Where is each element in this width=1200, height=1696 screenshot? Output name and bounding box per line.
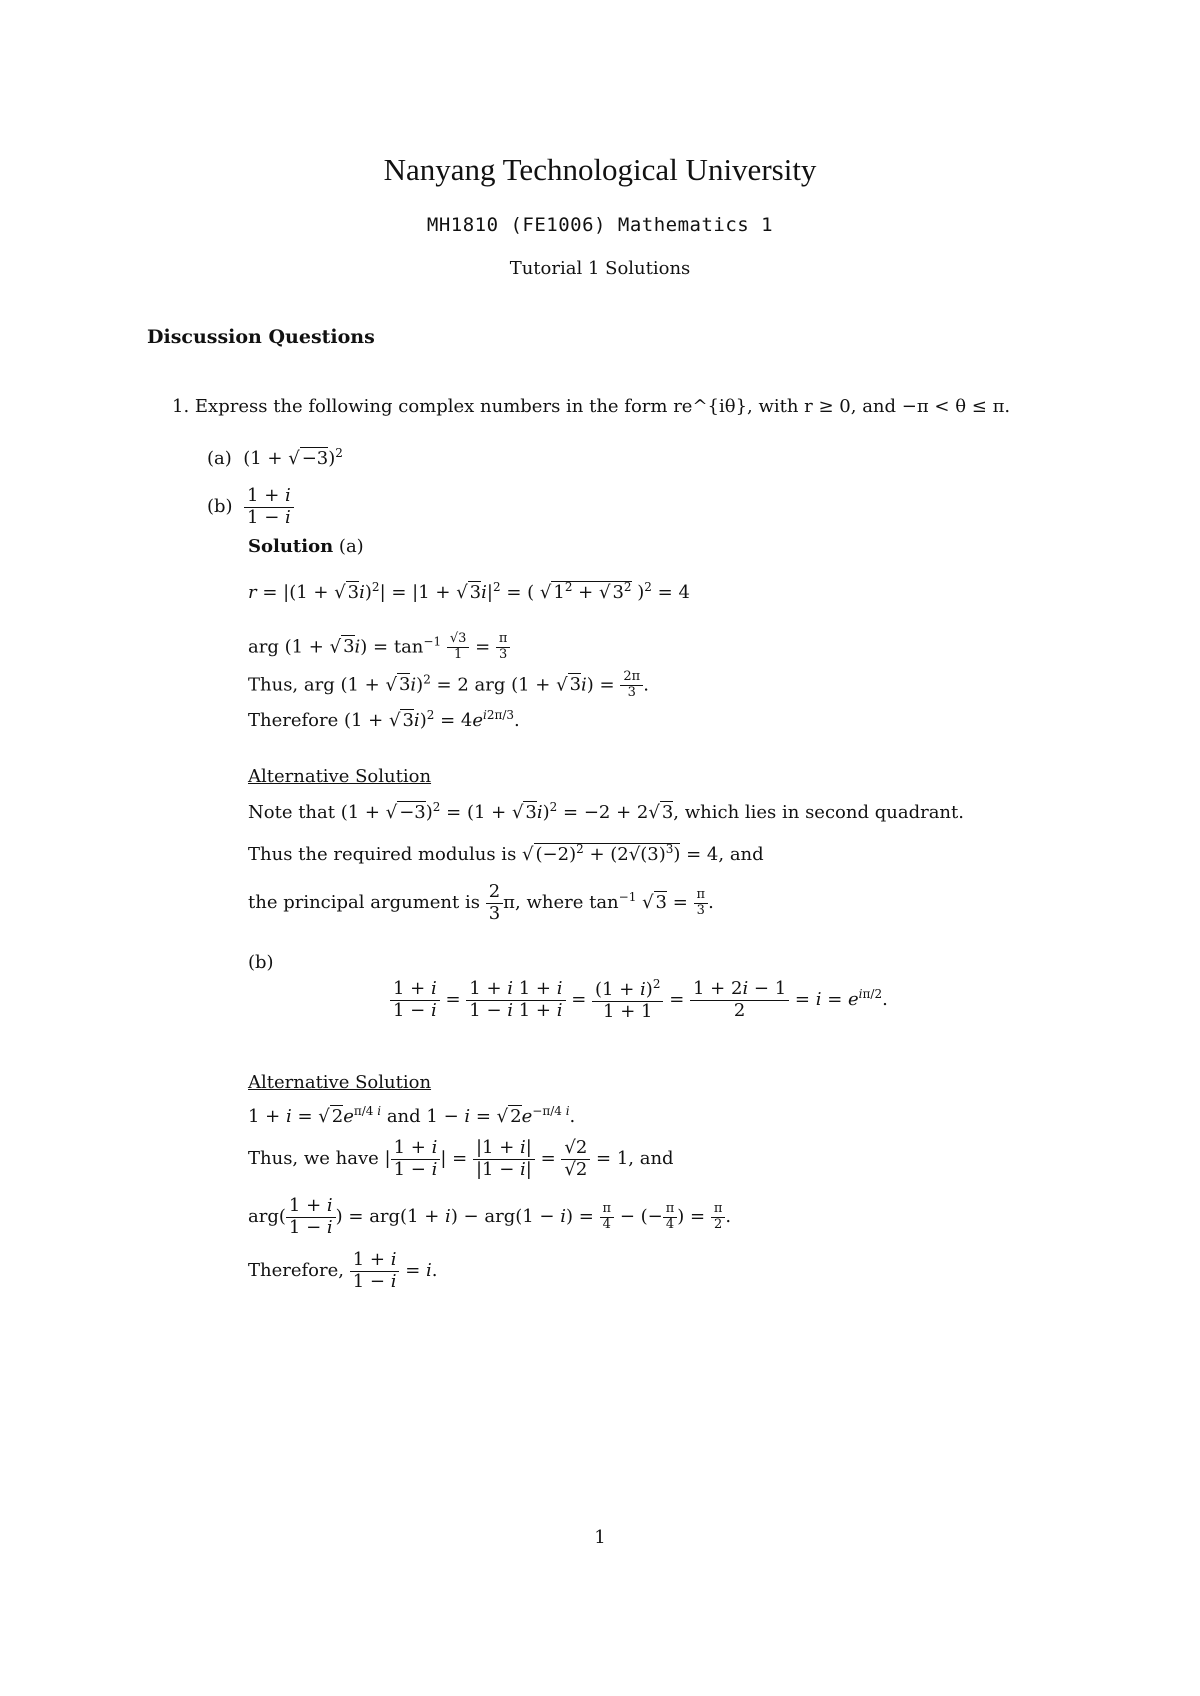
and-word-text: and: [386, 1106, 421, 1127]
solution-b-label: (b): [248, 952, 274, 973]
thus-we-have-line: Thus, we have | $\frac{1 + i}{1 - i}$ | = $\frac{|1 + i|}{|1 - i|}$ = $\frac{√2}{√2}$ = 1, and: [248, 1137, 674, 1180]
question-prompt: Express the following complex numbers in the form re^{iθ}, with r ≥ 0, and −π < θ ≤ π.: [194, 396, 1011, 417]
part-b-label: (b): [207, 496, 233, 518]
thus-we-have-text: Thus, we have: [248, 1148, 379, 1170]
alt-solution-heading-a: Alternative Solution: [248, 766, 432, 787]
solution-heading: [248, 536, 364, 557]
thus-arg-line: Thus, arg (1 + √ 3i)$^2$ = 2 arg (1 + √ 3i) = $\frac{2\pi}{3}$ .: [248, 669, 649, 700]
part-b-expression: (b) $\frac{1 + i}{1 - i}$: [207, 486, 294, 528]
note-that-line: Note that (1 + √ −3)$^2$ = (1 + √ 3i)$^2$ = −2 + 2√ 3, which lies in second quadrant.: [248, 800, 964, 823]
and-text: , and: [718, 844, 764, 865]
thus-modulus-text: Thus the required modulus is: [248, 844, 517, 865]
alt-solution-heading-b: Alternative Solution: [248, 1072, 432, 1093]
part-a-label: (a): [207, 448, 232, 469]
section-heading: Discussion Questions: [147, 326, 375, 348]
therefore-line-a: Therefore (1 + √ $3i)^2 = 4e^{i2\pi/3}$.: [248, 708, 520, 731]
note-that-text: Note that: [248, 802, 335, 823]
question-number: 1.: [172, 396, 190, 417]
tutorial-subtitle: Tutorial 1 Solutions: [509, 258, 691, 279]
modulus-line: Thus the required modulus is √ $(-2)^2 + (2√(3)^3) = 4$, and: [248, 842, 764, 865]
argument-equation: arg (1 + √ $3i) = \tan^{-1}$ $\frac{√3}{1}$ = $\frac{\pi}{3}$: [248, 632, 510, 663]
polar-forms-line: 1 + i = √ $2e^{\pi/4 i}$ and 1 − i = √ $2e^{-\pi/4 i}$.: [248, 1104, 576, 1127]
solution-b-equation: $\frac{1 + i}{1 - i}$ = $\frac{1 + i 1 + i}{1 - i 1 + i}$ = $\frac{(1 + i)^2}{1 + 1}$ = $\frac{1 + 2i - 1}{2}$ = $i = e^{i\pi/2}$.: [390, 978, 888, 1022]
modulus-equation: r = |(1 + √ 3i)$^2$| = |1 + √ $3i|^2$ = ( √ $1^2$ + √ $3^2$ )$^2$ = 4: [248, 580, 690, 603]
therefore-text: Therefore: [248, 710, 339, 731]
solution-label: Solution: [248, 536, 334, 557]
part-a-expression: (a) (1 + √ −3)$^2$: [207, 446, 343, 469]
therefore-comma-text: Therefore,: [248, 1260, 344, 1282]
where-text: , where: [515, 892, 584, 914]
question-1: [172, 396, 1010, 417]
university-title: Nanyang Technological University: [383, 152, 817, 187]
principal-arg-line: the principal argument is $\frac{2}{3}$ π, where $\tan^{-1}$ √ 3 = $\frac{\pi}{3}$ .: [248, 881, 714, 924]
thus-text: Thus,: [248, 674, 299, 696]
therefore-line-b: Therefore, $\frac{1 + i}{1 - i}$ = i.: [248, 1249, 438, 1292]
principal-arg-text: the principal argument is: [248, 892, 480, 914]
and-text-2: , and: [628, 1148, 674, 1170]
course-code: MH1810 (FE1006) Mathematics 1: [426, 214, 774, 236]
which-lies-text: , which lies in second quadrant.: [673, 802, 964, 823]
solution-a-tag: (a): [338, 536, 364, 557]
arg-difference-line: arg( $\frac{1 + i}{1 - i}$ ) = arg(1 + i) − arg(1 − i) = $\frac{\pi}{4}$ − (− $\frac{\pi}{4}$ ) = $\frac{\pi}{2}$ .: [248, 1195, 732, 1238]
page-number: 1: [594, 1527, 606, 1548]
